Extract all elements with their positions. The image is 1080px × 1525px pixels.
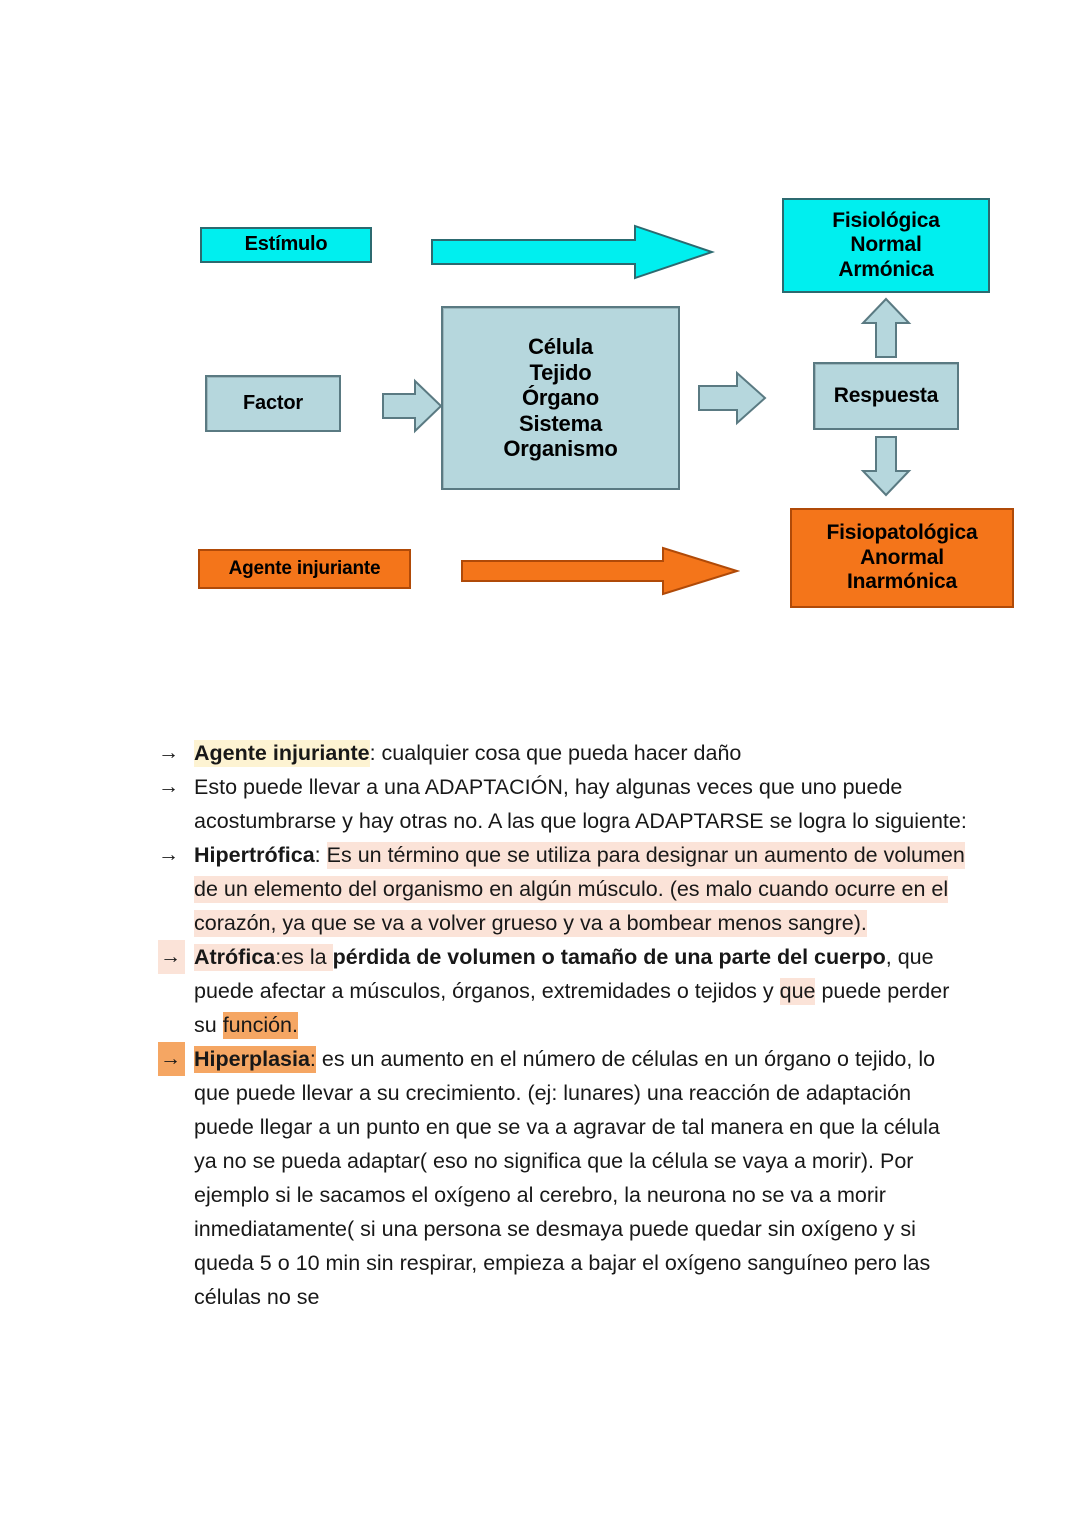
diagram-box-agente-label: Agente injuriante — [228, 557, 381, 579]
atrofica-funcion-highlight: función. — [222, 1013, 298, 1037]
hipertrofica-definition: Es un término que se utiliza para designar un aumento de volumen de un elemento del organismo en algún músculo. (es malo cuando ocurre en el corazón, ya que se va a volver grueso y va a bombear menos sangre). — [194, 843, 965, 935]
list-item — [158, 1042, 968, 1314]
notes-list — [158, 736, 968, 1314]
diagram-box-respuesta-label: Respuesta — [833, 383, 939, 407]
fisiologica-line-3: Armónica — [838, 257, 934, 281]
factor-to-central-arrow-icon — [381, 378, 443, 434]
atrofica-part5: puede perder su — [194, 979, 950, 1037]
list-item — [158, 838, 968, 940]
term-hipertrofica: Hipertrófica — [194, 843, 315, 867]
bullet-arrow-icon: → — [158, 843, 179, 866]
term-atrofica: Atrófica — [194, 945, 276, 969]
diagram-box-agente-injuriante — [198, 549, 411, 589]
levels-line-2: Tejido — [529, 359, 592, 385]
agente-rest: : cualquier cosa que pueda hacer daño — [369, 741, 742, 765]
atrofica-que-highlight: que — [779, 979, 816, 1003]
fisiologica-line-2: Normal — [850, 233, 922, 257]
atrofica-part1: :es la — [275, 945, 333, 969]
central-to-respuesta-arrow-icon — [697, 370, 767, 426]
term-hiperplasia: Hiperplasia — [194, 1047, 310, 1071]
term-agente-injuriante: Agente injuriante — [194, 741, 370, 765]
diagram-box-estimulo — [200, 227, 372, 263]
diagram-box-fisiologica — [782, 198, 990, 293]
list-item — [158, 940, 968, 1042]
levels-line-1: Célula — [528, 334, 593, 360]
atrofica-part3: , que puede afectar a músculos, órganos, extremidades o tejidos y — [194, 945, 934, 1003]
bullet-arrow-icon: → — [158, 775, 179, 798]
fisiopatologica-line-1: Fisiopatológica — [826, 521, 978, 545]
adaptacion-text: Esto puede llevar a una ADAPTACIÓN, hay algunas veces que uno puede acostumbrarse y hay otras no. A las que logra ADAPTARSE se logra lo siguiente: — [194, 775, 967, 833]
diagram-box-estimulo-label: Estímulo — [244, 233, 328, 256]
list-item — [158, 736, 968, 770]
hipertrofica-colon: : — [314, 843, 327, 867]
levels-line-3: Órgano — [521, 385, 600, 411]
fisiopatologica-line-2: Anormal — [860, 545, 944, 569]
estimulo-to-fisiologica-arrow-icon — [430, 222, 715, 282]
levels-line-4: Sistema — [519, 410, 602, 436]
diagram-box-levels — [441, 306, 680, 490]
diagram-box-respuesta — [813, 362, 959, 430]
bullet-arrow-icon: → — [158, 940, 185, 974]
diagram-box-factor — [205, 375, 341, 432]
bullet-arrow-icon: → — [158, 1042, 185, 1076]
adaptation-flow-diagram — [0, 0, 1080, 700]
hiperplasia-colon: : — [309, 1047, 316, 1071]
bullet-arrow-icon: → — [158, 741, 179, 764]
fisiologica-line-1: Fisiológica — [832, 208, 940, 232]
diagram-box-fisiopatologica — [790, 508, 1014, 608]
hiperplasia-rest: es un aumento en el número de células en un órgano o tejido, lo que puede llevar a su crecimiento. (ej: lunares) una reacción de adaptación puede llegar a un punto en que se va a agravar de tal manera en que la célula ya no se pueda adaptar( eso no significa que la célula se vaya a morir). Por ejemplo si le sacamos el oxígeno al cerebro, la neurona no se va a morir inmediatamente( si una persona se desmaya puede quedar sin oxígeno y si queda 5 o 10 min sin respirar, empieza a bajar el oxígeno sanguíneo pero las células no se — [194, 1047, 940, 1309]
respuesta-to-fisiopatologica-arrow-icon — [860, 435, 912, 497]
agente-to-fisiopatologica-arrow-icon — [460, 545, 740, 597]
fisiopatologica-line-3: Inarmónica — [846, 570, 958, 594]
diagram-box-factor-label: Factor — [243, 391, 303, 414]
respuesta-to-fisiologica-arrow-icon — [860, 297, 912, 359]
list-item — [158, 770, 968, 838]
levels-line-5: Organismo — [503, 436, 618, 462]
atrofica-bold-phrase: pérdida de volumen o tamaño de una parte del cuerpo — [332, 945, 886, 969]
